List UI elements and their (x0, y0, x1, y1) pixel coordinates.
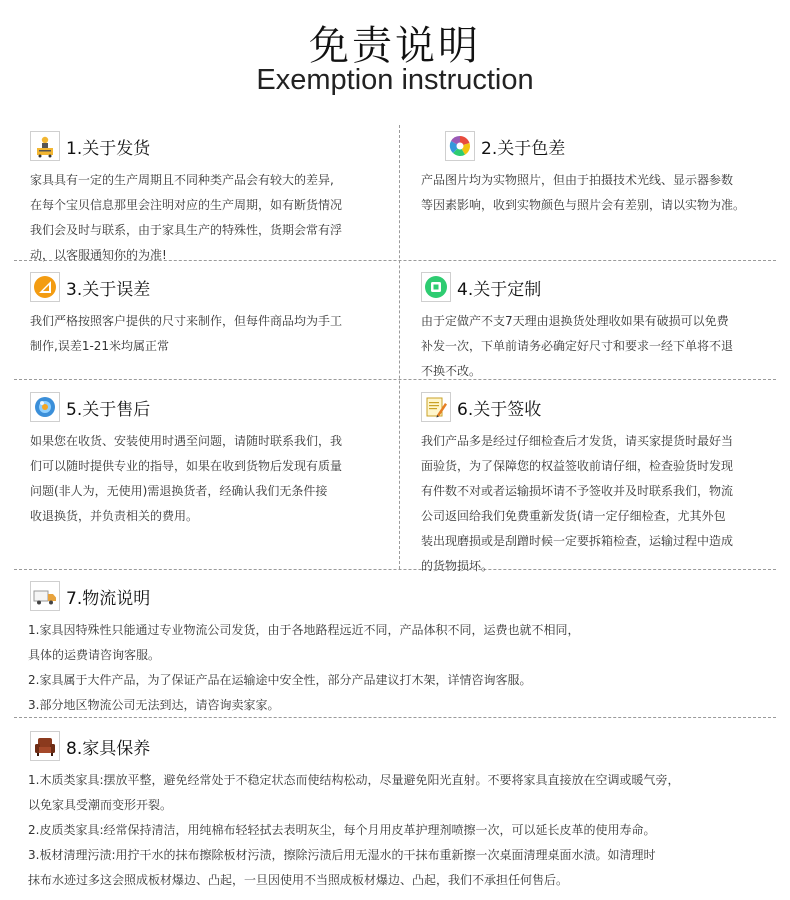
text-line: 1.木质类家具:摆放平整，避免经常处于不稳定状态而使结构松动，尽量避免阳光直射。不要将家具直接放在空调或暖气旁， (28, 773, 680, 787)
custom-square-icon (421, 272, 451, 302)
section-title: 5.关于售后 (66, 399, 151, 420)
section-title: 4.关于定制 (457, 279, 542, 300)
delivery-truck-icon (30, 581, 60, 611)
triangle-ruler-icon (30, 272, 60, 302)
text-line: 等因素影响，收到实物颜色与照片会有差别，请以实物为准。 (421, 198, 746, 212)
text-line: 我们严格按照客户提供的尺寸来制作，但每件商品均为手工 (30, 314, 343, 328)
section-text (28, 768, 680, 893)
section-title: 3.关于误差 (66, 279, 151, 300)
text-line: 由于定做产不支7天理由退换货处理收如果有破损可以免费 (421, 314, 729, 328)
text-line: 们可以随时提供专业的指导，如果在收到货物后发现有质量 (30, 459, 343, 473)
support-globe-icon (30, 392, 60, 422)
text-line: 3.部分地区物流公司无法到达，请咨询卖家家。 (28, 698, 280, 712)
section-text (421, 309, 733, 384)
text-line: 具体的运费请咨询客服。 (28, 648, 161, 662)
section-title: 7.物流说明 (66, 588, 151, 609)
text-line: 家具具有一定的生产周期且不同种类产品会有较大的差异, (30, 173, 334, 187)
text-line: 以免家具受潮而变形开裂。 (28, 798, 173, 812)
section-text (30, 309, 342, 359)
notepad-pencil-icon (421, 392, 451, 422)
text-line: 的货物损坏。 (421, 559, 494, 573)
text-line: 产品图片均为实物照片，但由于拍摄技术光线、显示器参数 (421, 173, 734, 187)
text-line: 我们产品多是经过仔细检查后才发货，请买家提货时最好当 (421, 434, 734, 448)
text-line: 1.家具因特殊性只能通过专业物流公司发货，由于各地路程远近不同，产品体积不同，运费也就不相同， (28, 623, 580, 637)
section-text (28, 618, 579, 718)
color-wheel-icon (445, 131, 475, 161)
text-line: 在每个宝贝信息那里会注明对应的生产周期，如有断货情况 (30, 198, 343, 212)
section-title: 8.家具保养 (66, 738, 151, 759)
section-title: 1.关于发货 (66, 138, 151, 159)
text-line: 装出现磨损或是刮蹭时候一定要拆箱检查，运输过程中造成 (421, 534, 734, 548)
text-line: 2.家具属于大件产品，为了保证产品在运输途中安全性，部分产品建议打木架，详情咨询客服。 (28, 673, 532, 687)
section-text (421, 168, 745, 218)
text-line: 动，以客服通知你的为准! (30, 248, 167, 262)
page-subtitle: Exemption instruction (256, 64, 534, 96)
text-line: 3.板材清理污渍:用拧干水的抹布擦除板材污渍，擦除污渍后用无湿水的干抹布重新擦一次桌面清理桌面水渍。如清理时 (28, 848, 656, 862)
text-line: 面验货，为了保障您的权益签收前请仔细，检查验货时发现 (421, 459, 734, 473)
text-line: 补发一次，下单前请务必确定好尺寸和要求一经下单将不退 (421, 339, 734, 353)
text-line: 问题(非人为，无使用)需退换货者，经确认我们无条件接 (30, 484, 328, 498)
text-line: 2.皮质类家具:经常保持清洁，用纯棉布轻轻拭去表明灰尘，每个月用皮革护理剂喷擦一次，可以延长皮革的使用寿命。 (28, 823, 656, 837)
section-text (30, 168, 342, 268)
text-line: 收退换货，并负责相关的费用。 (30, 509, 199, 523)
page-title: 免责说明 (309, 23, 481, 69)
text-line: 不换不改。 (421, 364, 482, 378)
text-line: 公司返回给我们免费重新发货(请一定仔细检查，尤其外包 (421, 509, 726, 523)
column-divider (399, 125, 400, 569)
delivery-person-icon (30, 131, 60, 161)
section-title: 2.关于色差 (481, 138, 566, 159)
text-line: 抹布水迹过多这会照成板材爆边、凸起，一旦因使用不当照成板材爆边、凸起，我们不承担任何售后。 (28, 873, 569, 887)
text-line: 如果您在收货、安装使用时遇至问题，请随时联系我们，我 (30, 434, 343, 448)
armchair-icon (30, 731, 60, 761)
section-text (421, 429, 733, 579)
section-text (30, 429, 342, 529)
section-title: 6.关于签收 (457, 399, 542, 420)
text-line: 我们会及时与联系，由于家具生产的特殊性，货期会常有浮 (30, 223, 343, 237)
text-line: 制作,误差1-21米均属正常 (30, 339, 170, 353)
text-line: 有件数不对或者运输损坏请不予签收并及时联系我们，物流 (421, 484, 734, 498)
